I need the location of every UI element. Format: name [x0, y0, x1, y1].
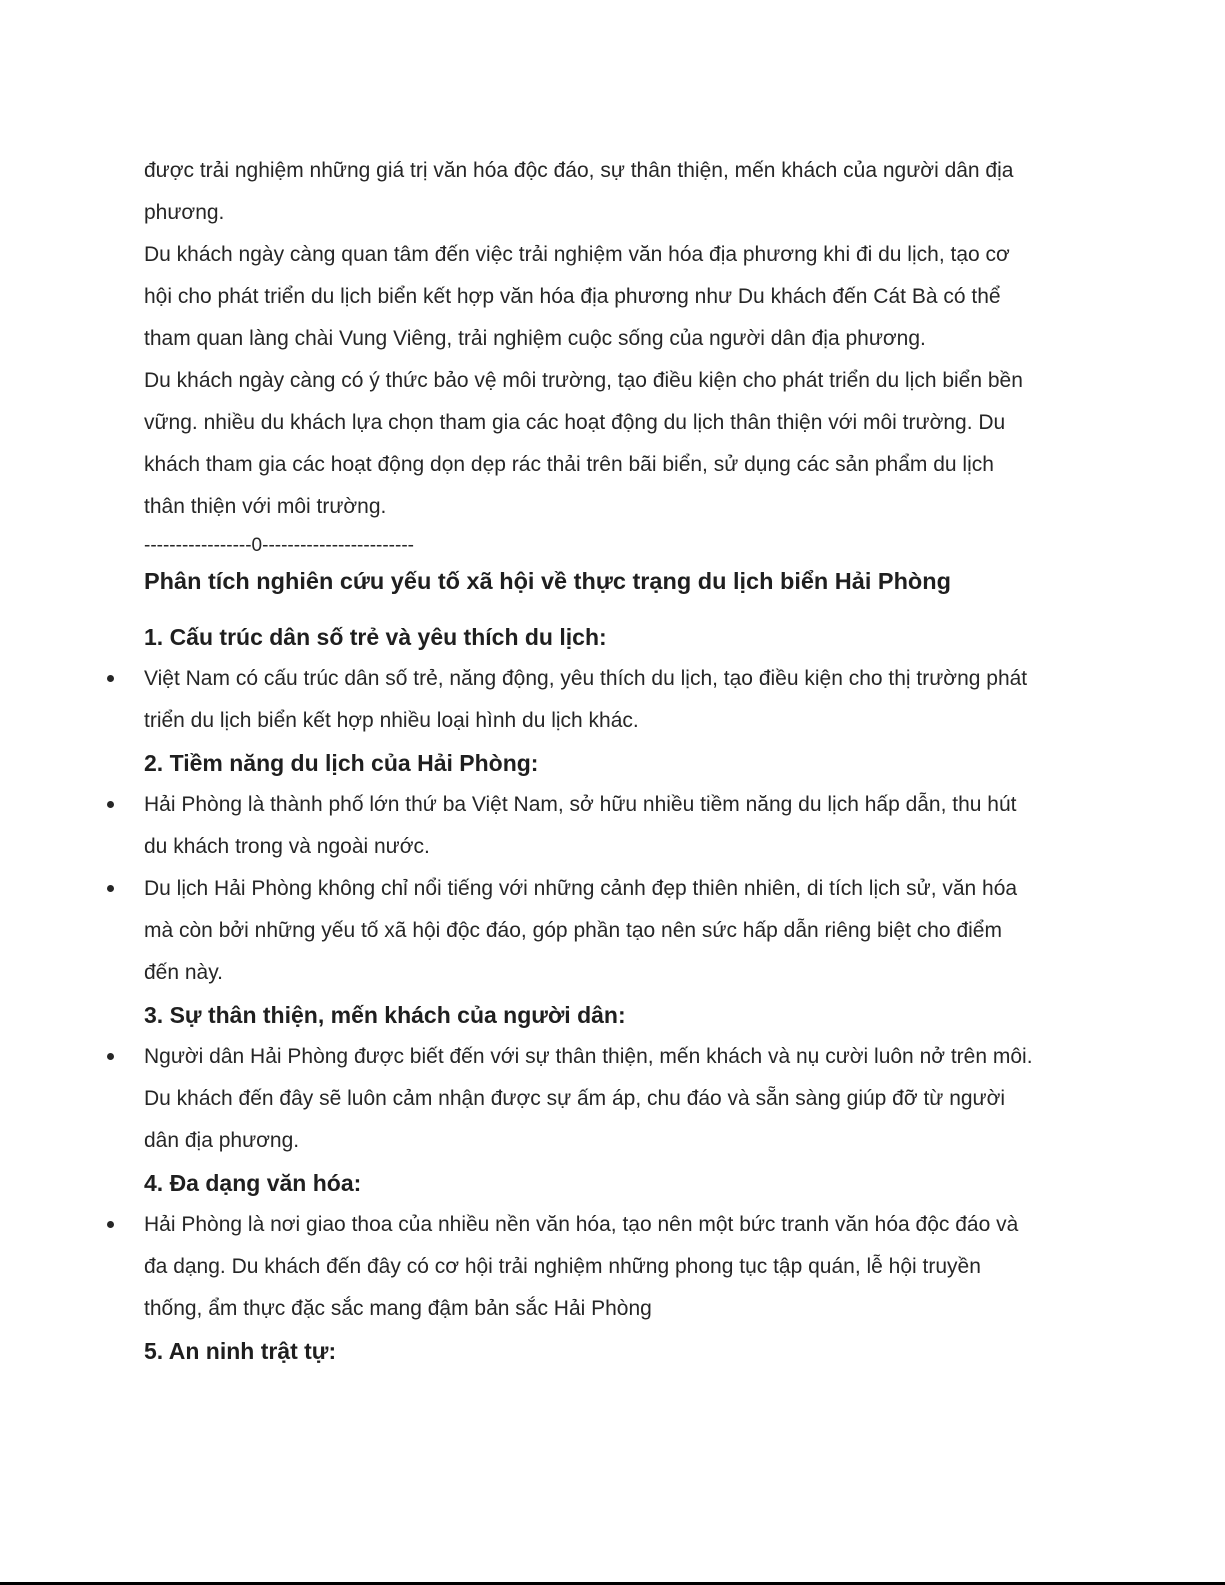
text-line: khách tham gia các hoạt động dọn dẹp rác thải trên bãi biển, sử dụng các sản phẩm du lịch [144, 453, 994, 476]
intro-paragraph [144, 150, 1084, 234]
bullet-icon [107, 675, 114, 682]
text-line: tham quan làng chài Vung Viêng, trải nghiệm cuộc sống của người dân địa phương. [144, 327, 926, 350]
section-heading: 1. Cấu trúc dân số trẻ và yêu thích du lịch: [144, 624, 607, 650]
text-line: Hải Phòng là thành phố lớn thứ ba Việt Nam, sở hữu nhiều tiềm năng du lịch hấp dẫn, thu hút [144, 793, 1017, 816]
text-line: thân thiện với môi trường. [144, 495, 387, 518]
text-line: dân địa phương. [144, 1129, 300, 1152]
list-item [144, 658, 1084, 742]
text-line: Hải Phòng là nơi giao thoa của nhiều nền văn hóa, tạo nên một bức tranh văn hóa độc đáo và [144, 1213, 1019, 1236]
text-line: vững. nhiều du khách lựa chọn tham gia các hoạt động du lịch thân thiện với môi trường. Du [144, 411, 1006, 434]
document-page [144, 150, 1084, 1372]
section-heading: 3. Sự thân thiện, mến khách của người dân: [144, 1002, 626, 1028]
intro-paragraph [144, 234, 1084, 360]
bullet-icon [107, 801, 114, 808]
bullet-icon [107, 1053, 114, 1060]
text-line: Người dân Hải Phòng được biết đến với sự thân thiện, mến khách và nụ cười luôn nở trên môi. [144, 1045, 1033, 1068]
list-item [144, 784, 1084, 868]
bullet-icon [107, 1221, 114, 1228]
section-heading: 4. Đa dạng văn hóa: [144, 1170, 362, 1196]
text-line: Du khách ngày càng có ý thức bảo vệ môi trường, tạo điều kiện cho phát triển du lịch biển bền [144, 369, 1023, 392]
text-line: đến này. [144, 961, 224, 984]
list-item [144, 1204, 1084, 1330]
section-divider: -----------------0------------------------ [144, 535, 414, 556]
text-line: du khách trong và ngoài nước. [144, 835, 430, 858]
text-line: đa dạng. Du khách đến đây có cơ hội trải nghiệm những phong tục tập quán, lễ hội truyền [144, 1255, 981, 1278]
bullet-icon [107, 885, 114, 892]
text-line: thống, ẩm thực đặc sắc mang đậm bản sắc Hải Phòng [144, 1297, 652, 1320]
section-title: Phân tích nghiên cứu yếu tố xã hội về thực trạng du lịch biển Hải Phòng [144, 568, 951, 594]
intro-paragraph [144, 360, 1084, 528]
list-item [144, 868, 1084, 994]
section-heading: 5. An ninh trật tự: [144, 1338, 337, 1364]
section-heading: 2. Tiềm năng du lịch của Hải Phòng: [144, 750, 539, 776]
text-line: phương. [144, 201, 225, 224]
text-line: Việt Nam có cấu trúc dân số trẻ, năng động, yêu thích du lịch, tạo điều kiện cho thị trường phát [144, 667, 1028, 690]
text-line: mà còn bởi những yếu tố xã hội độc đáo, góp phần tạo nên sức hấp dẫn riêng biệt cho điểm [144, 919, 1002, 942]
text-line: được trải nghiệm những giá trị văn hóa độc đáo, sự thân thiện, mến khách của người dân địa [144, 159, 1014, 182]
text-line: Du khách đến đây sẽ luôn cảm nhận được sự ấm áp, chu đáo và sẵn sàng giúp đỡ từ người [144, 1087, 1006, 1110]
text-line: Du lịch Hải Phòng không chỉ nổi tiếng với những cảnh đẹp thiên nhiên, di tích lịch sử, văn hóa [144, 877, 1018, 900]
text-line: hội cho phát triển du lịch biển kết hợp văn hóa địa phương như Du khách đến Cát Bà có thể [144, 285, 1001, 308]
text-line: Du khách ngày càng quan tâm đến việc trải nghiệm văn hóa địa phương khi đi du lịch, tạo cơ [144, 243, 1010, 266]
text-line: triển du lịch biển kết hợp nhiều loại hình du lịch khác. [144, 709, 639, 732]
list-item [144, 1036, 1084, 1162]
